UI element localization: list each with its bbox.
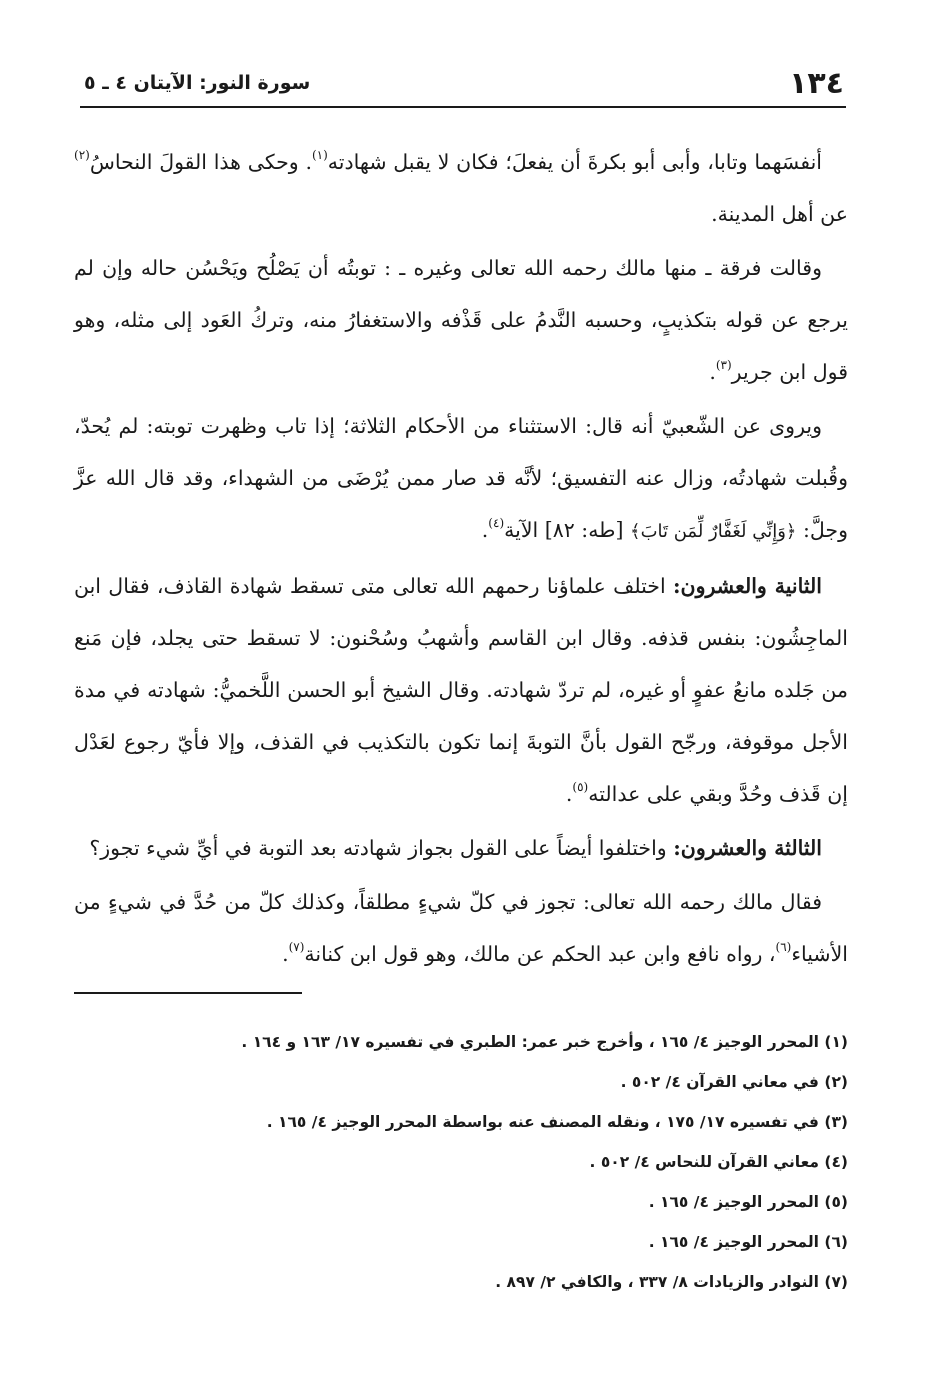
page-number: ١٣٤	[789, 66, 844, 101]
section-heading: الثانية والعشرون:	[672, 574, 822, 598]
text-segment: [طه: ٨٢] الآية	[504, 518, 631, 542]
running-title: سورة النور: الآيتان ٤ ـ ٥	[84, 72, 311, 94]
text-segment: .	[481, 518, 489, 542]
footnote: (٢) في معاني القرآن ٤/ ٥٠٢ .	[620, 1073, 848, 1091]
footnotes	[74, 1022, 848, 1302]
text-segment: عن أهل المدينة.	[711, 202, 848, 226]
footnote-ref: (٤)	[488, 516, 505, 530]
text-segment: .	[282, 942, 289, 966]
paragraph	[74, 876, 848, 980]
footnote: (٣) في تفسيره ١٧/ ١٧٥ ، ونقله المصنف عنه بواسطة المحرر الوجيز ٤/ ١٦٥ .	[266, 1113, 848, 1131]
quran-verse: ﴿وَإِنِّي لَغَفَّارٌ لِّمَن تَابَ﴾	[630, 521, 797, 542]
main-text	[74, 136, 848, 982]
text-segment: أنفسَهما وتابا، وأبى أبو بكرةَ أن يفعلَ؛ فكان لا يقبل شهادته	[327, 150, 822, 174]
paragraph	[74, 136, 848, 240]
footnote-ref: (٣)	[715, 358, 732, 372]
footnote-ref: (٧)	[288, 940, 305, 954]
footnote-ref: (٢)	[74, 148, 90, 162]
paragraph	[74, 400, 848, 558]
text-segment: .	[565, 782, 573, 806]
footnote: (٧) النوادر والزيادات ٨/ ٣٣٧ ، والكافي ٢/ ٨٩٧ .	[495, 1273, 848, 1291]
section-heading: الثالثة والعشرون:	[673, 836, 822, 860]
footnote: (٥) المحرر الوجيز ٤/ ١٦٥ .	[648, 1193, 848, 1211]
paragraph	[74, 242, 848, 398]
text-segment: ويروى عن الشّعبيّ أنه قال: الاستثناء من الأحكام الثلاثة؛ إذا تاب وظهرت توبته: لم يُحدّ، وقُبلت شهادتُه، وزال عنه التفسيق؛ لأنَّه قد صار ممن يُرْضَى من الشهداء، وقد قال الله عزَّ وجلَّ:	[74, 414, 848, 542]
text-segment: واختلفوا أيضاً على القول بجواز شهادته بعد التوبة في أيِّ شيء تجوز؟	[89, 836, 674, 860]
paragraph	[74, 560, 848, 820]
text-segment: وقالت فرقة ـ منها مالك رحمه الله تعالى وغيره ـ : توبتُه أن يَصْلُح ويَحْسُن حاله وإن لم يرجع عن قوله بتكذيبٍ، وحسبه النَّدمُ على قَذْفه والاستغفارُ منه، وتركُ العَود إلى مثله، وهو قول ابن جرير	[74, 256, 848, 384]
footnote-ref: (١)	[311, 148, 328, 162]
text-segment: اختلف علماؤنا رحمهم الله تعالى متى تسقط شهادة القاذف، فقال ابن الماجِشُون: بنفس قذفه. وقال ابن القاسم وأشهبُ وسُحْنون: لا تسقط حتى يجلد، فإن مَنع من جَلده مانعُ عفوٍ أو غيره، لم تردّ شهادته. وقال الشيخ أبو الحسن اللَّخميُّ: شهادته في مدة الأجل موقوفة، ورجّح القول بأنَّ التوبةَ إنما تكون بالتكذيب في القذف، وإلا فأيّ رجوع لعَدْل إن قَذف وحُدَّ وبقي على عدالته	[74, 574, 848, 806]
footnote: (٦) المحرر الوجيز ٤/ ١٦٥ .	[648, 1233, 848, 1251]
page-header	[80, 62, 846, 108]
footnote: (١) المحرر الوجيز ٤/ ١٦٥ ، وأخرج خبر عمر: الطبري في تفسيره ١٧/ ١٦٣ و ١٦٤ .	[241, 1033, 848, 1051]
text-segment: .	[709, 360, 716, 384]
text-segment: ، رواه نافع وابن عبد الحكم عن مالك، وهو قول ابن كنانة	[304, 942, 776, 966]
footnote-ref: (٥)	[572, 780, 589, 794]
footnote-separator	[74, 992, 302, 994]
text-segment: . وحكى هذا القولَ النحاسُ	[89, 150, 312, 174]
footnote-ref: (٦)	[775, 940, 792, 954]
paragraph	[74, 822, 848, 874]
footnote: (٤) معاني القرآن للنحاس ٤/ ٥٠٢ .	[589, 1153, 848, 1171]
text-segment: فقال مالك رحمه الله تعالى: تجوز في كلّ شيءٍ مطلقاً، وكذلك كلّ من حُدَّ في شيءٍ من الأشياء	[74, 890, 848, 966]
